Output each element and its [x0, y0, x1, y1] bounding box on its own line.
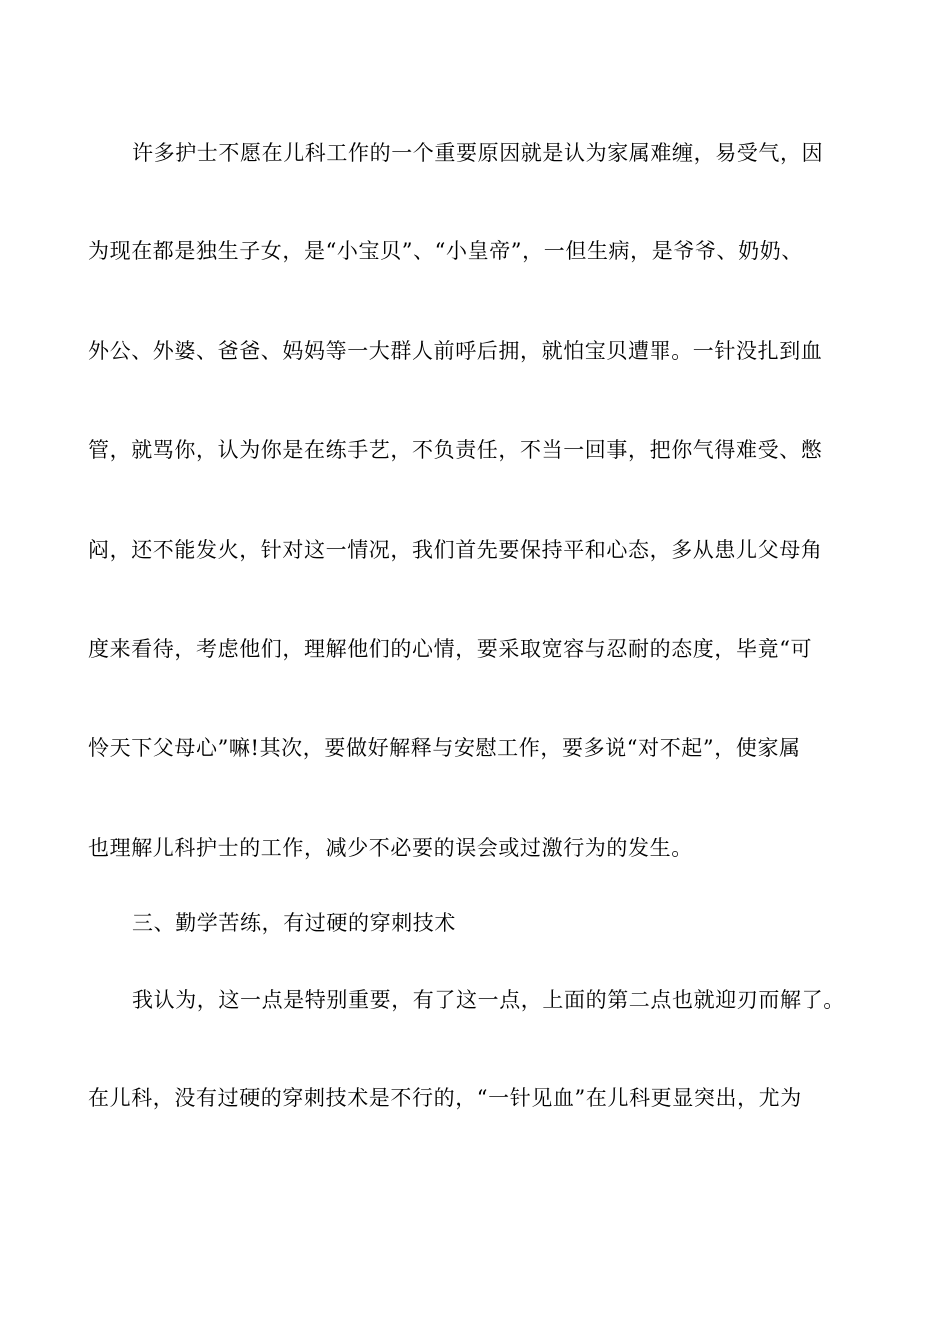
- section-heading: 三、勤学苦练，有过硬的穿刺技术: [132, 911, 456, 935]
- paragraph-line: 为现在都是独生子女，是“小宝贝”、“小皇帝”，一但生病，是爷爷、奶奶、: [88, 239, 803, 263]
- paragraph-line: 管，就骂你，认为你是在练手艺，不负责任，不当一回事，把你气得难受、憋: [88, 438, 823, 462]
- paragraph-line: 许多护士不愿在儿科工作的一个重要原因就是认为家属难缠，易受气，因: [132, 141, 824, 165]
- paragraph-line: 闷，还不能发火，针对这一情况，我们首先要保持平和心态，多从患儿父母角: [88, 538, 823, 562]
- paragraph-line: 外公、外婆、爸爸、妈妈等一大群人前呼后拥，就怕宝贝遭罪。一针没扎到血: [88, 339, 823, 363]
- paragraph-line: 我认为，这一点是特别重要，有了这一点，上面的第二点也就迎刃而解了。: [132, 988, 845, 1012]
- paragraph-line: 也理解儿科护士的工作，减少不必要的误会或过激行为的发生。: [88, 836, 693, 860]
- paragraph-line: 度来看待，考虑他们，理解他们的心情，要采取宽容与忍耐的态度，毕竟“可: [88, 637, 813, 661]
- paragraph-line: 在儿科，没有过硬的穿刺技术是不行的，“一针见血”在儿科更显突出，尤为: [88, 1086, 802, 1110]
- paragraph-line: 怜天下父母心”嘛!其次，要做好解释与安慰工作，要多说“对不起”，使家属: [88, 736, 801, 760]
